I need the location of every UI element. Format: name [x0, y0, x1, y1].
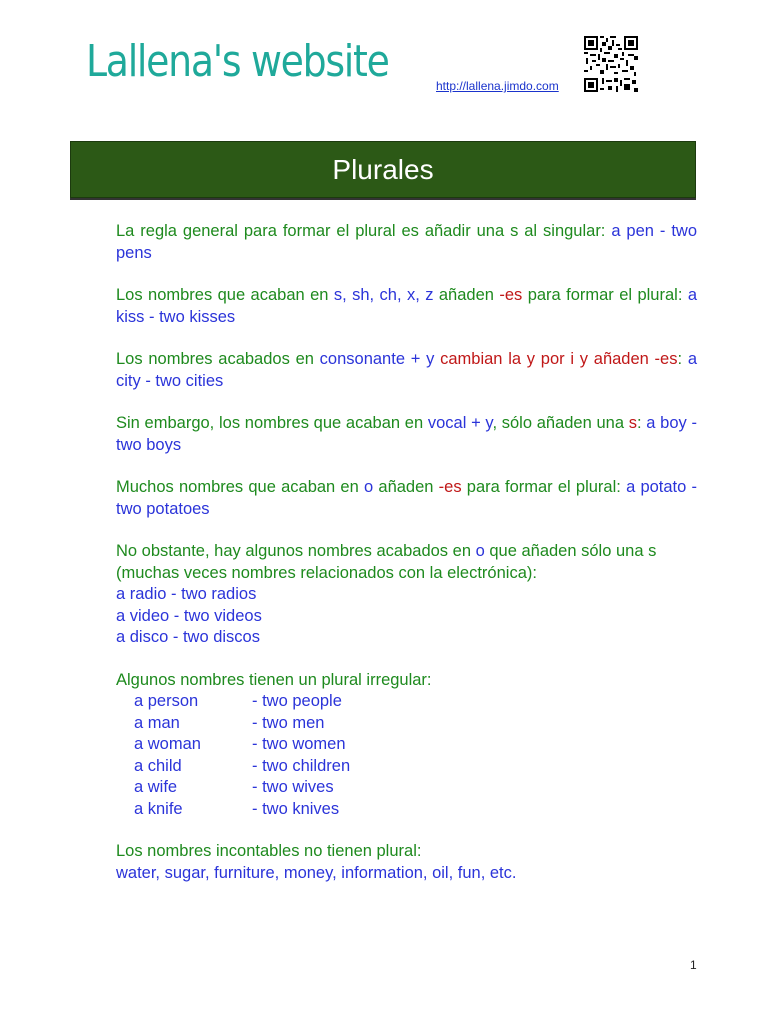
irregular-plural: - two children	[252, 756, 351, 775]
rule-text: añaden	[433, 286, 500, 304]
rule-example: a potato - two potatoes	[116, 478, 698, 518]
rule-text: que añaden sólo una s	[484, 542, 657, 560]
rule-uncountable	[116, 841, 697, 884]
rule-condition: vocal + y	[427, 414, 493, 432]
rule-o-s	[116, 541, 697, 649]
rule-text: Los nombres acabados en	[116, 350, 320, 368]
list-item	[116, 713, 697, 735]
list-item	[116, 756, 697, 778]
rule-text: Muchos nombres que acaban en	[116, 478, 364, 496]
rule-text: Sin embargo, los nombres que acaban en	[116, 414, 428, 432]
rule-text: para formar el plural:	[522, 286, 688, 304]
rule-ending: o	[364, 478, 374, 496]
rule-endings: s, sh, ch, x, z	[333, 286, 434, 304]
irregular-plural: - two men	[252, 713, 325, 732]
rule-text: , sólo añaden una	[492, 414, 629, 432]
rule-example: a disco - two discos	[116, 628, 260, 646]
rule-ending: o	[475, 542, 485, 560]
rule-example: a boy - two boys	[116, 414, 697, 454]
site-url-link[interactable]: http://lallena.jimdo.com	[436, 79, 559, 93]
rules-content	[116, 221, 697, 905]
rule-example: a pen - two pens	[116, 222, 697, 262]
rule-text: Algunos nombres tienen un plural irregular:	[116, 670, 432, 689]
list-item	[116, 777, 697, 799]
rule-example: a video - two videos	[116, 606, 262, 625]
rule-note: (muchas veces nombres relacionados con la electrónica):	[116, 563, 537, 582]
rule-text: Los nombres que acaban en	[116, 286, 334, 304]
site-title: Lallena's website	[86, 36, 389, 87]
rule-text: :	[637, 414, 647, 432]
rule-text: Los nombres incontables no tienen plural:	[116, 842, 422, 860]
list-item	[116, 734, 697, 756]
rule-change: cambian la y por i y añaden -es	[440, 350, 678, 368]
rule-suffix: s	[628, 414, 637, 432]
irregular-singular: a wife	[134, 778, 178, 796]
rule-suffix: -es	[438, 478, 462, 496]
rule-consonant-y	[116, 349, 697, 392]
rule-example: water, sugar, furniture, money, information, oil, fun, etc.	[116, 863, 517, 882]
rule-text: No obstante, hay algunos nombres acabados en	[116, 542, 476, 560]
irregular-singular: a man	[134, 713, 180, 732]
irregular-singular: a knife	[134, 799, 183, 818]
list-item	[116, 799, 697, 821]
rule-text: añaden	[373, 478, 439, 496]
irregular-singular: a person	[134, 692, 199, 710]
rule-es-endings	[116, 285, 697, 328]
rule-irregular	[116, 670, 697, 692]
list-item	[116, 691, 697, 713]
rule-o-es	[116, 477, 697, 520]
irregular-plural: - two people	[252, 692, 342, 710]
page-title: Plurales	[332, 153, 434, 185]
qr-code-icon	[584, 36, 638, 92]
irregular-plural: - two knives	[252, 799, 340, 818]
page-number: 1	[690, 958, 697, 972]
rule-example: a radio - two radios	[116, 585, 257, 603]
rule-example: a city - two cities	[116, 350, 697, 390]
irregular-plural: - two wives	[252, 778, 334, 796]
rule-condition: consonante + y	[319, 350, 435, 368]
rule-text: La regla general para formar el plural es añadir una s al singular:	[116, 222, 612, 240]
rule-suffix: -es	[499, 286, 523, 304]
rule-vowel-y	[116, 413, 697, 456]
irregular-list	[116, 691, 697, 820]
rule-text: :	[677, 350, 688, 368]
irregular-plural: - two women	[252, 735, 346, 753]
title-banner	[70, 141, 696, 198]
irregular-singular: a woman	[134, 735, 201, 753]
rule-example: a kiss - two kisses	[116, 286, 697, 326]
rule-general	[116, 221, 697, 264]
irregular-singular: a child	[134, 756, 182, 775]
rule-text: para formar el plural:	[461, 478, 627, 496]
